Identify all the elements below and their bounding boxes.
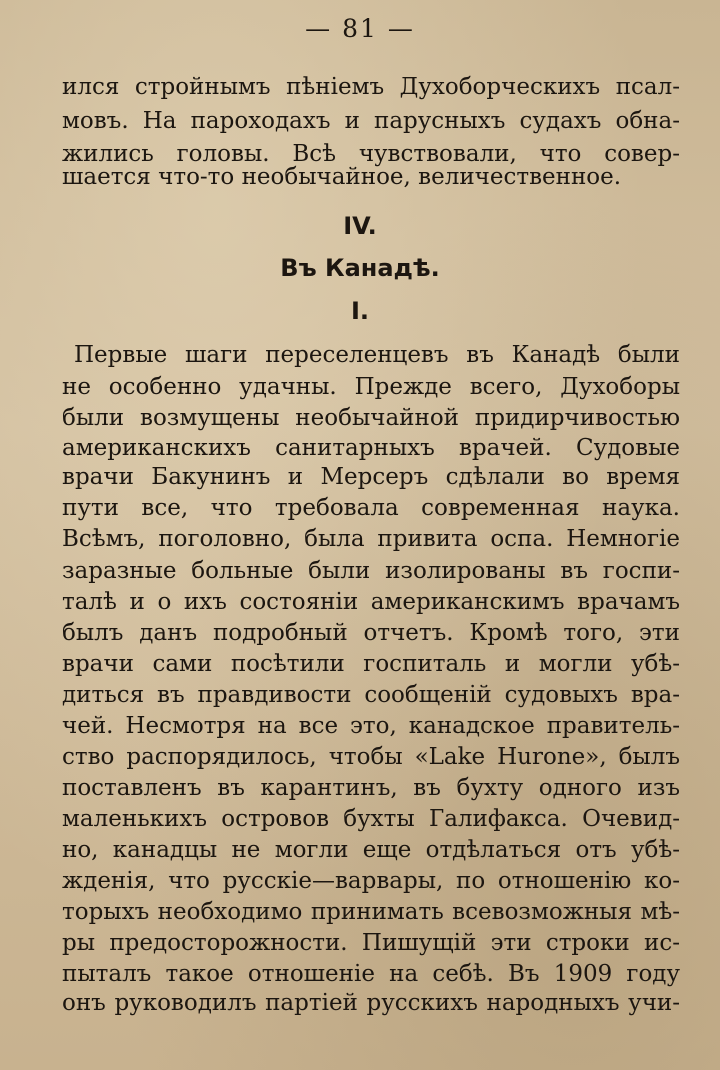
text-line: пыталъ такое отношеніе на себѣ. Въ 1909 году bbox=[62, 961, 680, 987]
text-line: торыхъ необходимо принимать всевозможныя мѣ- bbox=[62, 899, 680, 925]
text-line: онъ руководилъ партіей русскихъ народныхъ учи- bbox=[62, 990, 680, 1016]
text-line: заразные больные были изолированы въ госпи- bbox=[62, 558, 680, 584]
text-line: ры предосторожности. Пишущій эти строки ис- bbox=[62, 930, 680, 956]
text-line: жились головы. Всѣ чувствовали, что совер- bbox=[62, 141, 680, 167]
text-line: американскихъ санитарныхъ врачей. Судовые bbox=[62, 435, 680, 461]
text-line: врачи сами посѣтили госпиталь и могли убѣ- bbox=[62, 651, 680, 677]
text-line: талѣ и о ихъ состояніи американскимъ врачамъ bbox=[62, 589, 680, 615]
text-line: не особенно удачны. Прежде всего, Духоборы bbox=[62, 374, 680, 400]
text-line: пути все, что требовала современная наука. bbox=[62, 495, 680, 521]
text-line: были возмущены необычайной придирчивостью bbox=[62, 405, 680, 431]
section-number: I. bbox=[350, 297, 370, 325]
text-line: ился стройнымъ пѣніемъ Духоборческихъ псал- bbox=[62, 74, 680, 100]
page-number: — 81 — bbox=[305, 14, 415, 43]
text-line: врачи Бакунинъ и Мерсеръ сдѣлали во время bbox=[62, 464, 680, 490]
chapter-title: Въ Канадѣ. bbox=[280, 254, 440, 282]
text-line: чей. Несмотря на все это, канадское правитель- bbox=[62, 713, 680, 739]
text-line: жденія, что русскіе—варвары, по отношенію ко- bbox=[62, 868, 680, 894]
text-line: Первые шаги переселенцевъ въ Канадѣ были bbox=[74, 342, 680, 368]
text-line: шается что-то необычайное, величественное. bbox=[62, 164, 622, 190]
text-line: мовъ. На пароходахъ и парусныхъ судахъ обна- bbox=[62, 108, 680, 134]
text-line: ство распорядилось, чтобы «Lake Hurone», былъ bbox=[62, 744, 680, 770]
text-line: маленькихъ островов бухты Галифакса. Очевид- bbox=[62, 806, 680, 832]
text-line: но, канадцы не могли еще отдѣлаться отъ убѣ- bbox=[62, 837, 680, 863]
text-line: поставленъ въ карантинъ, въ бухту одного изъ bbox=[62, 775, 680, 801]
text-line: Всѣмъ, поголовно, была привита оспа. Немногіе bbox=[62, 526, 680, 552]
text-line: диться въ правдивости сообщеній судовыхъ вра- bbox=[62, 682, 680, 708]
chapter-number: IV. bbox=[343, 212, 377, 240]
text-line: былъ данъ подробный отчетъ. Кромѣ того, эти bbox=[62, 620, 680, 646]
